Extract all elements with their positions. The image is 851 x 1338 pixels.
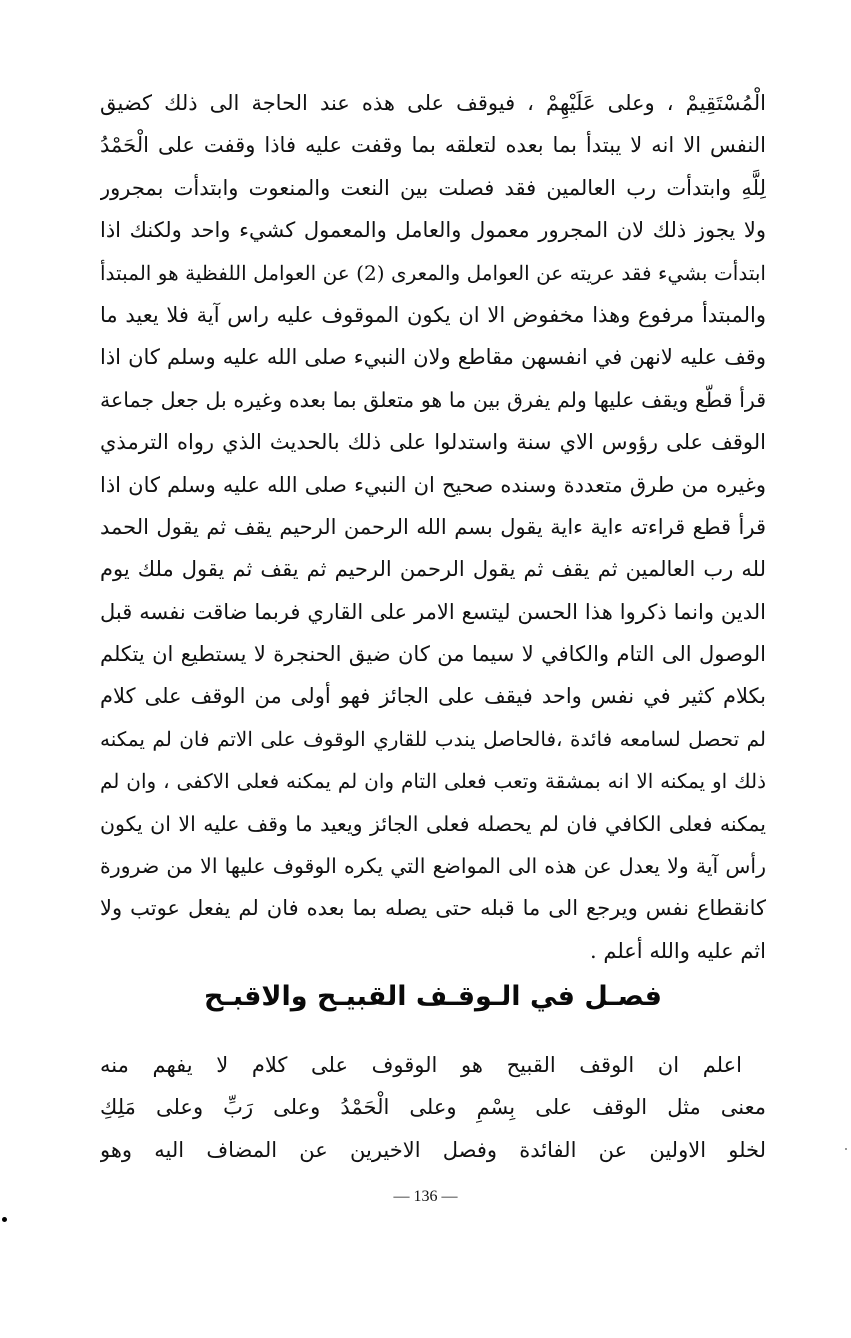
text-line: والمبتدأ مرفوع وهذا مخفوض الا ان يكون الموقوف عليه راس آية فلا يعيد ما (100, 302, 766, 327)
text-line: قرأ قطع قراءته ءاية ءاية يقول بسم الله الرحمن الرحيم يقف ثم يقول الحمد (100, 514, 766, 539)
text-line: لم تحصل لسامعه فائدة ،فالحاصل يندب للقاري الوقوف على الاتم فان لم يمكنه (100, 726, 766, 751)
page-number: — 136 — (393, 1188, 458, 1205)
paragraph-waqf-qabih (100, 1044, 766, 1171)
text-line: وغيره من طرق متعددة وسنده صحيح ان النبيء صلى الله عليه وسلم كان اذا (100, 472, 766, 497)
text-line: الدين وانما ذكروا هذا الحسن ليتسع الامر على القاري فربما ضاقت نفسه قبل (100, 599, 766, 624)
paragraph-waqf-hasan (100, 82, 766, 972)
text-line: معنى مثل الوقف على بِسْمِ وعلى الْحَمْدُ وعلى رَبِّ وعلى مَلِكِ (100, 1095, 766, 1120)
text-line: الوقف على رؤوس الاي سنة واستدلوا على ذلك بالحديث الذي رواه الترمذي (100, 430, 766, 455)
text-line: قرأ قطّع ويقف عليها ولم يفرق بين ما هو متعلق بما بعده وغيره بل جعل جماعة (100, 387, 766, 412)
text-line: الوصول الى التام والكافي لا سيما من كان ضيق الحنجرة لا يستطيع ان يتكلم (100, 642, 766, 667)
text-line: لله رب العالمين ثم يقف ثم يقول الرحمن الرحيم ثم يقف ثم يقول ملك يوم (100, 557, 766, 582)
scan-speck (2, 1217, 7, 1222)
text-line: بكلام كثير في نفس واحد فيقف على الجائز فهو أولى من الوقف على كلام (100, 684, 766, 709)
text-line: اعلم ان الوقف القبيح هو الوقوف على كلام لا يفهم منه (100, 1053, 742, 1077)
text-line: وقف عليه لانهن في انفسهن مقاطع ولان النبيء صلى الله عليه وسلم كان اذا (100, 345, 766, 370)
text-line: لخلو الاولين عن الفائدة وفصل الاخيرين عن المضاف اليه وهو (100, 1137, 766, 1162)
text-line: النفس الا انه لا يبتدأ بما بعده لتعلقه بما وقفت عليه فاذا وقفت على الْحَمْدُ (100, 133, 766, 158)
text-line: اثم عليه والله أعلم . (590, 938, 766, 963)
text-line: كانقطاع نفس ويرجع الى ما قبله حتى يصله بما بعده فان لم يفعل عوتب ولا (100, 896, 766, 921)
section-heading: فصـل في الـوقـف القبيـح والاقبـح (204, 981, 662, 1012)
text-line: رأس آية ولا يعدل عن هذه الى المواضع التي يكره الوقوف عليها الا من ضرورة (100, 854, 766, 879)
scan-speck (845, 1148, 847, 1150)
text-line: الْمُسْتَقِيمْ ، وعلى عَلَيْهِمْ ، فيوقف على هذه عند الحاجة الى ذلك كضيق (100, 91, 766, 115)
text-line: ابتدأت بشيء فقد عريته عن العوامل والمعرى (2) عن العوامل اللفظية هو المبتدأ (100, 260, 766, 285)
text-line: ذلك او يمكنه الا انه بمشقة وتعب فعلى التام وان لم يمكنه فعلى الاكفى ، وان لم (100, 769, 766, 794)
text-line: ولا يجوز ذلك لان المجرور معمول والعامل والمعمول كشيء واحد ولكنك اذا (100, 218, 766, 243)
text-line: لِلَّهِ وابتدأت رب العالمين فقد فصلت بين النعت والمنعوت وابتدأت بمجرور (100, 175, 766, 200)
text-line: يمكنه فعلى الكافي فان لم يحصله فعلى الجائز ويعيد ما وقف عليه الا ان يكون (100, 811, 766, 836)
